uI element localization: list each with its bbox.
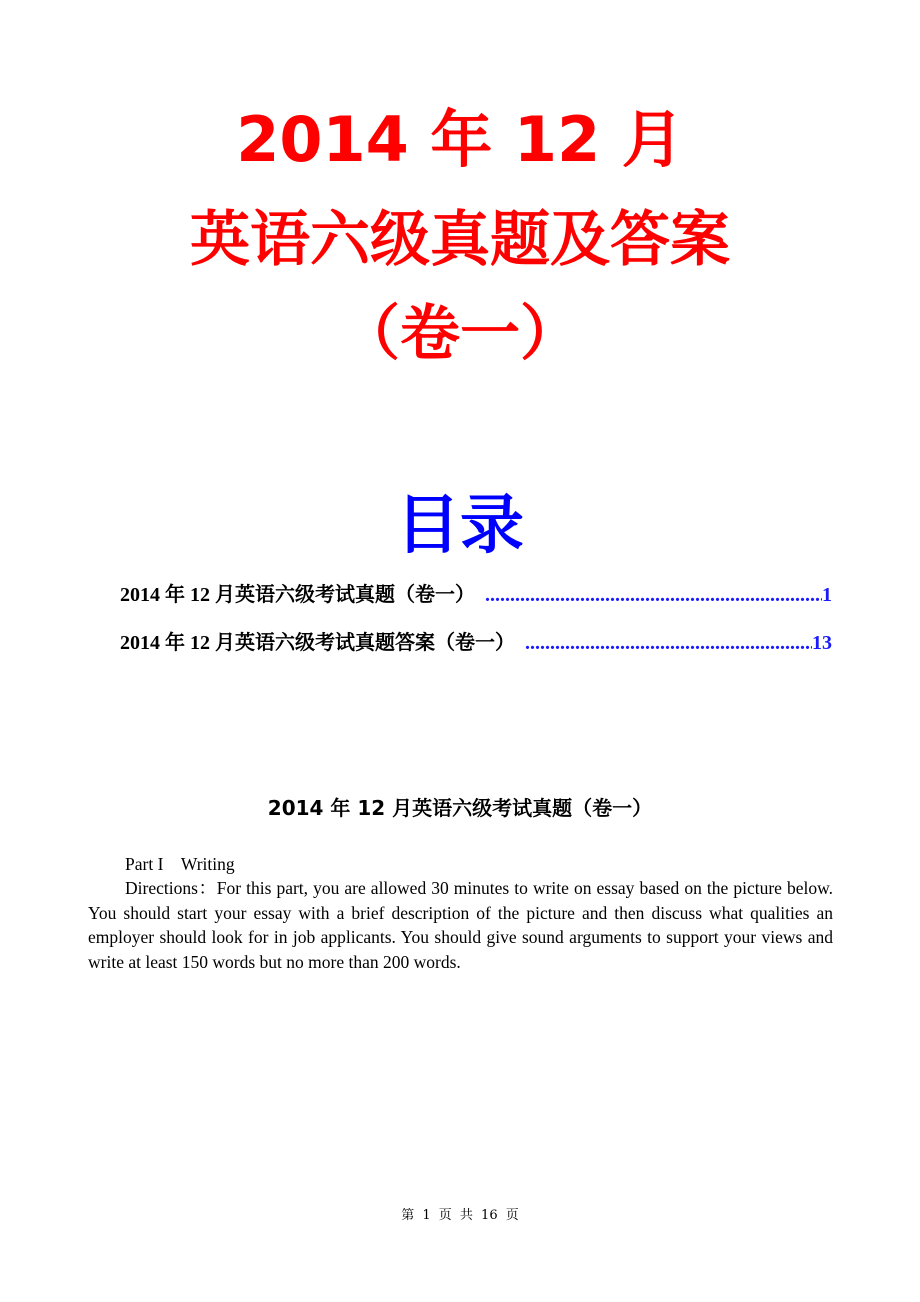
- toc-page-number: 1: [822, 584, 832, 606]
- toc-entry-exam[interactable]: [120, 581, 832, 609]
- directions-paragraph: Directions：For this part, you are allowed 30 minutes to write on essay based on the picture below. You should start your essay with a brief description of the picture and then discuss what qualities an employer should look for in job applicants. You should give sound arguments to support your views and write at least 150 words but no more than 200 words.: [88, 878, 833, 972]
- cover-title-main: 英语六级真题及答案: [190, 205, 730, 275]
- part-heading: Part I Writing: [125, 854, 235, 874]
- toc-heading: 目录: [396, 489, 524, 563]
- toc-leader-dots: [525, 629, 812, 657]
- cover-title-date: 2014 年 12 月: [236, 103, 684, 176]
- toc-entry-label: 2014 年 12 月英语六级考试真题（卷一）: [120, 584, 475, 606]
- cover-title-volume: （卷一）: [340, 299, 580, 369]
- page-footer: 第 1 页 共 16 页: [401, 1208, 519, 1223]
- toc-entry-answers[interactable]: [120, 629, 832, 657]
- toc-page-number: 13: [812, 632, 832, 654]
- toc-entry-label: 2014 年 12 月英语六级考试真题答案（卷一）: [120, 632, 515, 654]
- section-title: 2014 年 12 月英语六级考试真题（卷一）: [267, 796, 653, 820]
- toc-leader-dots: [485, 581, 822, 609]
